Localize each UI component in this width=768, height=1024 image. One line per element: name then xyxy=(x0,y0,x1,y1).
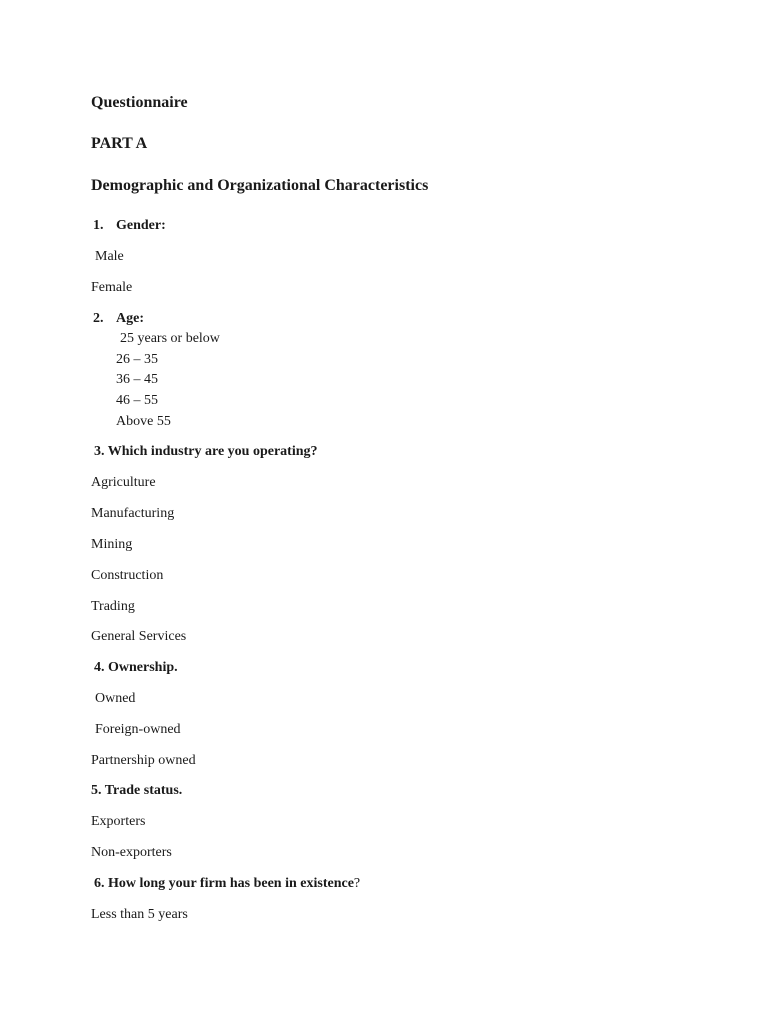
question-label: Age: xyxy=(116,311,144,326)
question-label-text: 6. How long your firm has been in existence xyxy=(94,876,354,891)
option-item: Male xyxy=(95,249,124,264)
option-item: Construction xyxy=(91,568,164,583)
option-item: Manufacturing xyxy=(91,506,175,521)
question-label: 3. Which industry are you operating? xyxy=(94,444,318,459)
option-item: 25 years or below xyxy=(120,331,220,346)
section-title: Demographic and Organizational Characteristics xyxy=(91,177,429,194)
question-label: 4. Ownership. xyxy=(94,660,178,675)
option-item: 46 – 55 xyxy=(116,393,158,408)
document-title: Questionnaire xyxy=(91,94,188,111)
option-item: Agriculture xyxy=(91,475,156,490)
option-item: Partnership owned xyxy=(91,753,196,768)
option-item: Above 55 xyxy=(116,414,171,429)
option-item: Foreign-owned xyxy=(95,722,181,737)
option-item: 36 – 45 xyxy=(116,372,158,387)
question-label: 5. Trade status. xyxy=(91,783,183,798)
part-heading: PART A xyxy=(91,135,148,152)
option-item: Less than 5 years xyxy=(91,907,188,922)
question-number: 1. xyxy=(93,218,104,233)
option-item: Exporters xyxy=(91,814,146,829)
option-item: 26 – 35 xyxy=(116,352,158,367)
question-mark: ? xyxy=(353,876,361,891)
option-item: Owned xyxy=(95,691,136,706)
option-item: General Services xyxy=(91,629,187,644)
option-item: Female xyxy=(91,280,133,295)
option-item: Trading xyxy=(91,599,135,614)
option-item: Mining xyxy=(91,537,133,552)
question-label xyxy=(94,876,360,892)
option-item: Non-exporters xyxy=(91,845,172,860)
question-number: 2. xyxy=(93,311,104,326)
question-label: Gender: xyxy=(116,218,166,233)
